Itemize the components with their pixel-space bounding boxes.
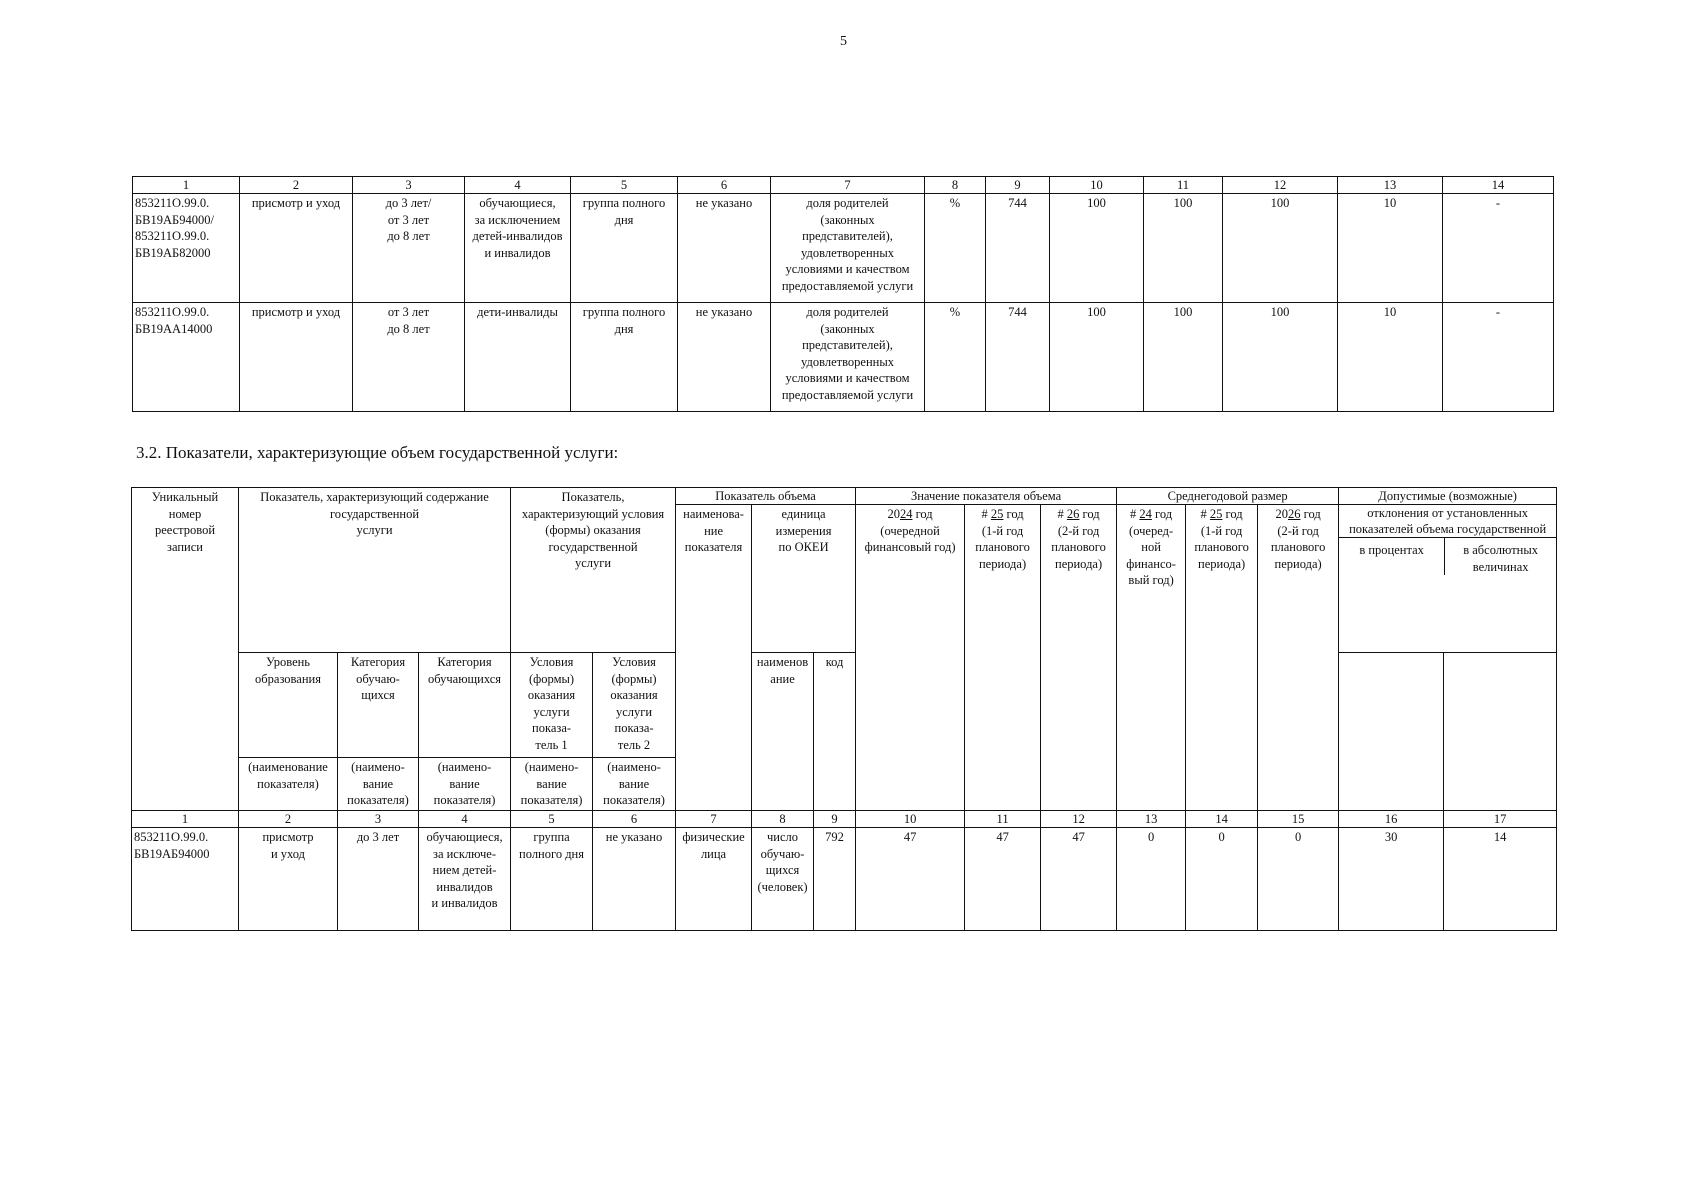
sub-cond2-header: Условия (формы) оказания услуги показа- тель 2 — [593, 653, 676, 758]
avg-2024-header: # 24 год (очеред- ной финансо- вый год) — [1117, 505, 1186, 811]
registry-number: 853211О.99.0. БВ19АБ94000 — [132, 828, 239, 931]
deviations-header: Допустимые (возможные) — [1339, 488, 1557, 505]
col-number: 14 — [1186, 811, 1258, 828]
col-number: 16 — [1339, 811, 1444, 828]
avg-2026-header: 2026 год (2-й год планового периода) — [1258, 505, 1339, 811]
deviation-percent-cell: 10 — [1338, 303, 1443, 412]
table-row — [133, 194, 1554, 303]
code-cell: 744 — [986, 194, 1050, 303]
col-number: 13 — [1338, 177, 1443, 194]
header-row — [132, 653, 1557, 758]
col-number: 3 — [338, 811, 419, 828]
content-cell: присмотр и уход — [239, 828, 338, 931]
volume-indicator-header: Показатель объема — [676, 488, 856, 505]
volume-indicators-table — [131, 487, 1557, 931]
year-2025-header: # 25 год (1-й год планового периода) — [965, 505, 1041, 811]
sub-cat2-header: Категория обучающихся — [419, 653, 511, 758]
dev-percent-header: в процентах — [1339, 538, 1445, 575]
col-number: 11 — [1144, 177, 1223, 194]
column-number-row — [132, 811, 1557, 828]
unit-cell: % — [925, 303, 986, 412]
col-number: 14 — [1443, 177, 1554, 194]
col-number: 5 — [511, 811, 593, 828]
registry-number: 853211О.99.0. БВ19АА14000 — [133, 303, 240, 412]
avg-cell: 0 — [1186, 828, 1258, 931]
dev-absolute-header: в абсолютных величинах — [1463, 543, 1539, 574]
dev-percent-body — [1339, 653, 1444, 811]
col-number: 5 — [571, 177, 678, 194]
value-cell: 100 — [1050, 303, 1144, 412]
category-cell: обучающиеся, за исключением детей-инвалидов и инвалидов — [465, 194, 571, 303]
value-cell: 100 — [1223, 194, 1338, 303]
deviation-percent-cell: 10 — [1338, 194, 1443, 303]
avg-2025-header: # 25 год (1-й год планового периода) — [1186, 505, 1258, 811]
unit-cell: число обучаю- щихся (человек) — [752, 828, 814, 931]
sub-cond1-header: Условия (формы) оказания услуги показа- тель 1 — [511, 653, 593, 758]
col-number: 1 — [133, 177, 240, 194]
col-number: 12 — [1041, 811, 1117, 828]
conditions-indicator-header: Показатель, характеризующий условия (формы) оказания государственной услуги — [511, 488, 676, 653]
col-number: 8 — [925, 177, 986, 194]
avg-size-header: Среднегодовой размер — [1117, 488, 1339, 505]
value-cell: 100 — [1144, 194, 1223, 303]
value-cell: 100 — [1144, 303, 1223, 412]
name-level-header: (наименование показателя) — [239, 758, 338, 811]
name-cond2-header: (наимено- вание показателя) — [593, 758, 676, 811]
avg-cell: 0 — [1117, 828, 1186, 931]
condition-cell: не указано — [593, 828, 676, 931]
sub-level-header: Уровень образования — [239, 653, 338, 758]
condition-cell: не указано — [678, 303, 771, 412]
column-number-row — [133, 177, 1554, 194]
year-2026-header: # 26 год (2-й год планового периода) — [1041, 505, 1117, 811]
col-number: 10 — [1050, 177, 1144, 194]
col-number: 11 — [965, 811, 1041, 828]
col-number: 4 — [419, 811, 511, 828]
col-number: 8 — [752, 811, 814, 828]
category-cell: обучающиеся, за исключе- нием детей- инвалидов и инвалидов — [419, 828, 511, 931]
volume-name-header: наименова- ние показателя — [676, 505, 752, 811]
form-cell: группа полного дня — [571, 194, 678, 303]
value-cell: 100 — [1050, 194, 1144, 303]
col-number: 13 — [1117, 811, 1186, 828]
deviation-absolute-cell: - — [1443, 194, 1554, 303]
indicator-cell: доля родителей (законных представителей), удовлетворенных условиями и качеством предоставляемой услуги — [771, 194, 925, 303]
deviations-subheader: отклонения от установленных показателей объема государственной в процентах в абсолютных величинах — [1339, 505, 1557, 653]
col-number: 7 — [676, 811, 752, 828]
col-number: 1 — [132, 811, 239, 828]
name-cond1-header: (наимено- вание показателя) — [511, 758, 593, 811]
deviation-absolute-cell: 14 — [1444, 828, 1557, 931]
col-number: 2 — [239, 811, 338, 828]
name-cat2-header: (наимено- вание показателя) — [419, 758, 511, 811]
name-cat1-header: (наимено- вание показателя) — [338, 758, 419, 811]
table-row — [133, 303, 1554, 412]
unique-number-header: Уникальный номер реестровой записи — [132, 488, 239, 811]
registry-number: 853211О.99.0. БВ19АБ94000/ 853211О.99.0. БВ19АБ82000 — [133, 194, 240, 303]
value-cell: 47 — [1041, 828, 1117, 931]
col-number: 17 — [1444, 811, 1557, 828]
col-number: 15 — [1258, 811, 1339, 828]
category-cell: дети-инвалиды — [465, 303, 571, 412]
deviation-percent-cell: 30 — [1339, 828, 1444, 931]
col-number: 12 — [1223, 177, 1338, 194]
value-cell: 100 — [1223, 303, 1338, 412]
table-row — [132, 828, 1557, 931]
header-row — [132, 488, 1557, 505]
col-number: 6 — [678, 177, 771, 194]
unit-okei-header: единица измерения по ОКЕИ — [752, 505, 856, 653]
section-title: 3.2. Показатели, характеризующие объем государственной услуги: — [136, 443, 619, 462]
indicator-cell: физические лица — [676, 828, 752, 931]
col-number: 7 — [771, 177, 925, 194]
form-cell: группа полного дня — [571, 303, 678, 412]
code-cell: 744 — [986, 303, 1050, 412]
unit-name-header: наименов ание — [752, 653, 814, 811]
unit-cell: % — [925, 194, 986, 303]
col-number: 9 — [814, 811, 856, 828]
quality-indicators-table — [132, 176, 1554, 412]
dev-absolute-body — [1444, 653, 1557, 811]
code-cell: 792 — [814, 828, 856, 931]
form-cell: группа полного дня — [511, 828, 593, 931]
page-number: 5 — [840, 34, 847, 49]
value-cell: 47 — [965, 828, 1041, 931]
content-indicator-header: Показатель, характеризующий содержание государственной услуги — [239, 488, 511, 653]
deviation-absolute-cell: - — [1443, 303, 1554, 412]
age-cell: от 3 лет до 8 лет — [353, 303, 465, 412]
value-cell: 47 — [856, 828, 965, 931]
col-number: 2 — [240, 177, 353, 194]
sub-cat1-header: Категория обучаю- щихся — [338, 653, 419, 758]
avg-cell: 0 — [1258, 828, 1339, 931]
volume-value-header: Значение показателя объема — [856, 488, 1117, 505]
col-number: 9 — [986, 177, 1050, 194]
content-cell: присмотр и уход — [240, 303, 353, 412]
indicator-cell: доля родителей (законных представителей), удовлетворенных условиями и качеством предоставляемой услуги — [771, 303, 925, 412]
content-cell: присмотр и уход — [240, 194, 353, 303]
unit-code-header: код — [814, 653, 856, 811]
condition-cell: не указано — [678, 194, 771, 303]
col-number: 4 — [465, 177, 571, 194]
col-number: 10 — [856, 811, 965, 828]
year-2024-header: 2024 год (очередной финансовый год) — [856, 505, 965, 811]
col-number: 3 — [353, 177, 465, 194]
col-number: 6 — [593, 811, 676, 828]
age-cell: до 3 лет — [338, 828, 419, 931]
age-cell: до 3 лет/ от 3 лет до 8 лет — [353, 194, 465, 303]
